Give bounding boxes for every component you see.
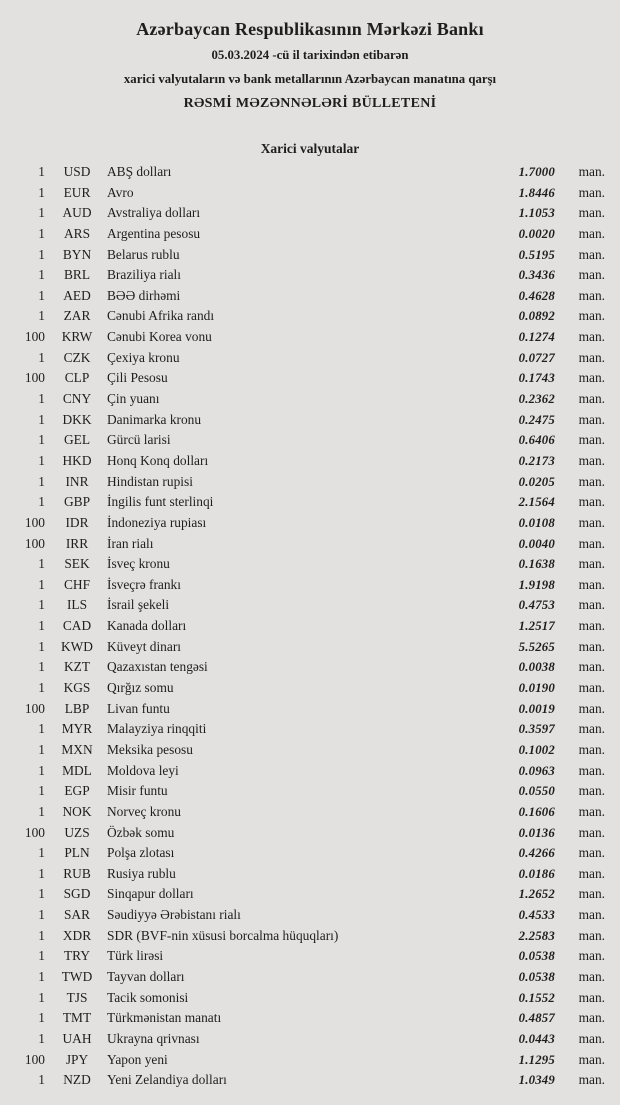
row-unit: man. bbox=[578, 576, 605, 592]
table-row bbox=[0, 203, 605, 224]
row-currency-name: Qazaxıstan tengəsi bbox=[107, 659, 208, 675]
row-unit: man. bbox=[578, 618, 605, 634]
row-currency-code: MDL bbox=[62, 762, 92, 778]
row-unit: man. bbox=[578, 473, 605, 489]
row-currency-code: NZD bbox=[63, 1072, 91, 1088]
row-rate: 0.0108 bbox=[518, 515, 555, 530]
table-row bbox=[0, 1008, 605, 1029]
row-currency-code: KRW bbox=[61, 329, 93, 345]
row-unit: man. bbox=[578, 700, 605, 716]
row-quantity: 1 bbox=[38, 638, 45, 654]
row-quantity: 1 bbox=[38, 803, 45, 819]
row-unit: man. bbox=[578, 762, 605, 778]
row-currency-name: Yeni Zelandiya dolları bbox=[107, 1072, 227, 1088]
row-currency-code: DKK bbox=[62, 411, 92, 427]
row-currency-name: Yapon yeni bbox=[107, 1051, 168, 1067]
row-unit: man. bbox=[578, 721, 605, 737]
row-quantity: 1 bbox=[38, 1010, 45, 1026]
row-currency-name: Hindistan rupisi bbox=[107, 473, 193, 489]
row-rate: 1.2517 bbox=[518, 619, 555, 634]
section-title-foreign-currencies: Xarici valyutalar bbox=[260, 141, 360, 156]
row-rate: 1.7000 bbox=[518, 165, 555, 179]
row-currency-code: RUB bbox=[63, 865, 91, 881]
row-currency-name: Moldova leyi bbox=[107, 762, 179, 778]
row-currency-code: BYN bbox=[62, 246, 92, 262]
table-row bbox=[0, 306, 605, 327]
row-currency-name: Avro bbox=[107, 184, 134, 200]
row-currency-name: Misir funtu bbox=[107, 783, 168, 799]
row-currency-code: UAH bbox=[62, 1030, 92, 1046]
row-quantity: 1 bbox=[38, 845, 45, 861]
row-currency-code: LBP bbox=[64, 700, 90, 716]
row-currency-name: İsveç kronu bbox=[107, 556, 170, 572]
row-rate: 0.1274 bbox=[518, 330, 555, 345]
table-row bbox=[0, 183, 605, 204]
row-quantity: 1 bbox=[38, 741, 45, 757]
table-row bbox=[0, 699, 605, 720]
row-currency-code: AED bbox=[63, 287, 91, 303]
row-currency-name: Küveyt dinarı bbox=[107, 638, 182, 654]
row-unit: man. bbox=[578, 824, 605, 840]
row-currency-name: Danimarka kronu bbox=[107, 411, 202, 427]
table-row bbox=[0, 616, 605, 637]
row-quantity: 1 bbox=[38, 762, 45, 778]
row-quantity: 1 bbox=[38, 597, 45, 613]
row-currency-code: EUR bbox=[63, 184, 91, 200]
row-currency-code: KZT bbox=[63, 659, 91, 675]
row-currency-code: GBP bbox=[63, 494, 91, 510]
table-row bbox=[0, 162, 605, 183]
row-rate: 0.4857 bbox=[518, 1011, 555, 1026]
row-unit: man. bbox=[578, 494, 605, 510]
row-currency-code: AUD bbox=[62, 205, 92, 221]
table-row bbox=[0, 430, 605, 451]
row-currency-name: İndoneziya rupiası bbox=[107, 514, 207, 530]
row-quantity: 1 bbox=[38, 267, 45, 283]
table-row bbox=[0, 492, 605, 513]
table-row bbox=[0, 1029, 605, 1050]
row-quantity: 1 bbox=[38, 948, 45, 964]
row-currency-name: Çili Pesosu bbox=[107, 370, 168, 386]
row-currency-code: SGD bbox=[63, 886, 91, 902]
row-currency-name: BƏƏ dirhəmi bbox=[107, 287, 181, 303]
row-unit: man. bbox=[578, 287, 605, 303]
row-quantity: 1 bbox=[38, 576, 45, 592]
row-rate: 0.2362 bbox=[518, 392, 555, 407]
table-row bbox=[0, 595, 605, 616]
row-quantity: 1 bbox=[38, 452, 45, 468]
table-row bbox=[0, 905, 605, 926]
row-currency-code: IDR bbox=[65, 514, 89, 530]
row-quantity: 100 bbox=[24, 1051, 45, 1067]
row-currency-name: Cənubi Korea vonu bbox=[107, 329, 212, 345]
row-quantity: 1 bbox=[38, 349, 45, 365]
table-row bbox=[0, 410, 605, 431]
row-currency-code: TWD bbox=[61, 968, 93, 984]
row-quantity: 1 bbox=[38, 907, 45, 923]
row-currency-code: PLN bbox=[64, 845, 90, 861]
row-rate: 0.0963 bbox=[518, 763, 555, 778]
row-currency-name: Qırğız somu bbox=[107, 680, 174, 696]
row-unit: man. bbox=[578, 968, 605, 984]
table-row bbox=[0, 575, 605, 596]
table-row bbox=[0, 368, 605, 389]
row-currency-name: ABŞ dolları bbox=[107, 164, 172, 179]
row-rate: 2.1564 bbox=[518, 495, 555, 510]
row-quantity: 1 bbox=[38, 659, 45, 675]
row-rate: 0.2475 bbox=[518, 412, 555, 427]
row-currency-name: Sinqapur dolları bbox=[107, 886, 194, 902]
row-rate: 0.4533 bbox=[518, 908, 555, 923]
table-row bbox=[0, 967, 605, 988]
row-rate: 0.0190 bbox=[518, 681, 555, 696]
row-unit: man. bbox=[578, 411, 605, 427]
row-rate: 0.0538 bbox=[518, 949, 555, 964]
row-quantity: 100 bbox=[24, 700, 45, 716]
row-unit: man. bbox=[578, 370, 605, 386]
row-unit: man. bbox=[578, 205, 605, 221]
scope-line: xarici valyutaların və bank metallarının Azərbaycan manatına qarşı bbox=[123, 72, 497, 86]
row-quantity: 1 bbox=[38, 721, 45, 737]
row-currency-code: MXN bbox=[61, 741, 93, 757]
row-currency-code: NOK bbox=[62, 803, 92, 819]
table-row bbox=[0, 781, 605, 802]
row-quantity: 1 bbox=[38, 989, 45, 1005]
bulletin-title: RƏSMİ MƏZƏNNƏLƏRİ BÜLLETENİ bbox=[183, 96, 437, 111]
row-currency-code: ZAR bbox=[63, 308, 91, 324]
row-unit: man. bbox=[578, 1072, 605, 1088]
row-quantity: 1 bbox=[38, 494, 45, 510]
row-unit: man. bbox=[578, 308, 605, 324]
row-currency-name: Meksika pesosu bbox=[107, 741, 193, 757]
row-quantity: 1 bbox=[38, 783, 45, 799]
row-unit: man. bbox=[578, 329, 605, 345]
row-quantity: 1 bbox=[38, 287, 45, 303]
table-row bbox=[0, 389, 605, 410]
row-currency-code: CLP bbox=[64, 370, 90, 386]
table-row bbox=[0, 988, 605, 1009]
row-currency-name: Tacik somonisi bbox=[107, 989, 189, 1005]
row-quantity: 1 bbox=[38, 246, 45, 262]
row-quantity: 1 bbox=[38, 225, 45, 241]
row-rate: 0.0727 bbox=[518, 350, 555, 365]
row-quantity: 1 bbox=[38, 473, 45, 489]
row-rate: 0.6406 bbox=[518, 433, 555, 448]
row-currency-name: İsveçrə frankı bbox=[107, 576, 181, 592]
row-rate: 0.1743 bbox=[518, 371, 555, 386]
row-rate: 0.0892 bbox=[518, 309, 555, 324]
row-currency-name: Özbək somu bbox=[107, 824, 175, 840]
row-currency-name: Braziliya rialı bbox=[107, 267, 181, 283]
row-currency-code: EGP bbox=[64, 783, 90, 799]
row-quantity: 1 bbox=[38, 556, 45, 572]
row-currency-name: Çexiya kronu bbox=[107, 349, 180, 365]
row-currency-code: CNY bbox=[62, 391, 92, 407]
row-currency-name: Rusiya rublu bbox=[107, 865, 176, 881]
table-row bbox=[0, 926, 605, 947]
row-quantity: 1 bbox=[38, 865, 45, 881]
row-unit: man. bbox=[578, 886, 605, 902]
row-currency-name: Belarus rublu bbox=[107, 246, 180, 262]
table-row bbox=[0, 245, 605, 266]
row-unit: man. bbox=[578, 391, 605, 407]
row-rate: 0.1606 bbox=[518, 804, 555, 819]
row-currency-code: JPY bbox=[65, 1051, 89, 1067]
row-quantity: 1 bbox=[38, 1072, 45, 1088]
table-row bbox=[0, 946, 605, 967]
table-row bbox=[0, 1050, 605, 1071]
row-rate: 0.1638 bbox=[518, 557, 555, 572]
row-currency-name: Livan funtu bbox=[107, 700, 170, 716]
table-row bbox=[0, 740, 605, 761]
row-currency-name: Ukrayna qrivnası bbox=[107, 1030, 200, 1046]
row-currency-name: Honq Konq dolları bbox=[107, 452, 209, 468]
row-rate: 0.0020 bbox=[518, 226, 555, 241]
row-rate: 0.0038 bbox=[518, 660, 555, 675]
table-row bbox=[0, 884, 605, 905]
row-unit: man. bbox=[578, 927, 605, 943]
row-rate: 1.2652 bbox=[518, 887, 555, 902]
table-row bbox=[0, 802, 605, 823]
row-rate: 0.5195 bbox=[518, 247, 555, 262]
row-rate: 0.3597 bbox=[518, 722, 555, 737]
table-row bbox=[0, 327, 605, 348]
row-rate: 1.0349 bbox=[518, 1073, 555, 1088]
row-currency-name: Argentina pesosu bbox=[107, 225, 201, 241]
row-rate: 0.0538 bbox=[518, 969, 555, 984]
exchange-rates-table bbox=[0, 162, 620, 1091]
row-rate: 0.0550 bbox=[518, 784, 555, 799]
row-unit: man. bbox=[578, 865, 605, 881]
row-quantity: 1 bbox=[38, 886, 45, 902]
row-unit: man. bbox=[578, 556, 605, 572]
row-rate: 1.8446 bbox=[518, 185, 555, 200]
row-rate: 0.4628 bbox=[518, 288, 555, 303]
row-quantity: 100 bbox=[24, 824, 45, 840]
row-currency-code: UZS bbox=[64, 824, 90, 840]
row-rate: 0.1002 bbox=[518, 742, 555, 757]
table-row bbox=[0, 843, 605, 864]
row-unit: man. bbox=[578, 246, 605, 262]
row-quantity: 1 bbox=[38, 391, 45, 407]
row-currency-code: ARS bbox=[63, 225, 91, 241]
row-currency-name: Cənubi Afrika randı bbox=[107, 308, 215, 324]
row-quantity: 1 bbox=[38, 184, 45, 200]
row-rate: 0.4753 bbox=[518, 598, 555, 613]
row-currency-code: ILS bbox=[66, 597, 88, 613]
row-currency-name: SDR (BVF-nin xüsusi borcalma hüquqları) bbox=[107, 927, 339, 943]
table-row bbox=[0, 513, 605, 534]
row-unit: man. bbox=[578, 184, 605, 200]
row-unit: man. bbox=[578, 452, 605, 468]
row-rate: 5.5265 bbox=[518, 639, 555, 654]
row-rate: 0.0205 bbox=[518, 474, 555, 489]
row-currency-code: XDR bbox=[62, 927, 92, 943]
row-quantity: 1 bbox=[38, 164, 45, 179]
effective-date-line: 05.03.2024 -cü il tarixindən etibarən bbox=[211, 48, 409, 62]
row-quantity: 1 bbox=[38, 308, 45, 324]
row-currency-code: TMT bbox=[62, 1010, 92, 1026]
row-unit: man. bbox=[578, 680, 605, 696]
row-unit: man. bbox=[578, 225, 605, 241]
row-currency-code: KGS bbox=[63, 680, 91, 696]
row-rate: 0.0136 bbox=[518, 825, 555, 840]
row-currency-code: HKD bbox=[62, 452, 92, 468]
row-quantity: 1 bbox=[38, 927, 45, 943]
table-row bbox=[0, 348, 605, 369]
row-currency-name: Polşa zlotası bbox=[107, 845, 175, 861]
row-currency-name: Tayvan dolları bbox=[107, 968, 185, 984]
row-quantity: 1 bbox=[38, 680, 45, 696]
row-currency-code: IRR bbox=[65, 535, 89, 551]
row-currency-name: İngilis funt sterlinqi bbox=[107, 494, 214, 510]
row-currency-code: CZK bbox=[63, 349, 91, 365]
row-currency-code: SAR bbox=[63, 907, 91, 923]
row-rate: 0.4266 bbox=[518, 846, 555, 861]
row-currency-code: INR bbox=[65, 473, 89, 489]
row-unit: man. bbox=[578, 164, 605, 179]
row-rate: 0.0443 bbox=[518, 1031, 555, 1046]
row-currency-name: Malayziya rinqqiti bbox=[107, 721, 207, 737]
row-rate: 0.0040 bbox=[518, 536, 555, 551]
row-unit: man. bbox=[578, 514, 605, 530]
row-quantity: 100 bbox=[24, 329, 45, 345]
bank-name-title: Azərbaycan Respublikasının Mərkəzi Bankı bbox=[136, 19, 484, 39]
row-quantity: 100 bbox=[24, 370, 45, 386]
table-row bbox=[0, 554, 605, 575]
row-rate: 0.0019 bbox=[518, 701, 555, 716]
row-unit: man. bbox=[578, 803, 605, 819]
row-currency-code: CHF bbox=[63, 576, 91, 592]
row-quantity: 1 bbox=[38, 968, 45, 984]
row-unit: man. bbox=[578, 349, 605, 365]
row-currency-name: İsrail şekeli bbox=[107, 597, 170, 613]
document-header bbox=[0, 19, 620, 112]
row-unit: man. bbox=[578, 638, 605, 654]
row-quantity: 1 bbox=[38, 618, 45, 634]
row-unit: man. bbox=[578, 845, 605, 861]
row-unit: man. bbox=[578, 948, 605, 964]
row-unit: man. bbox=[578, 1030, 605, 1046]
table-row bbox=[0, 224, 605, 245]
table-row bbox=[0, 472, 605, 493]
row-currency-name: Çin yuanı bbox=[107, 391, 160, 407]
row-currency-code: TJS bbox=[66, 989, 88, 1005]
row-quantity: 100 bbox=[24, 535, 45, 551]
row-unit: man. bbox=[578, 783, 605, 799]
row-quantity: 1 bbox=[38, 411, 45, 427]
table-row bbox=[0, 719, 605, 740]
row-unit: man. bbox=[578, 597, 605, 613]
row-quantity: 1 bbox=[38, 1030, 45, 1046]
row-rate: 0.1552 bbox=[518, 990, 555, 1005]
row-currency-code: GEL bbox=[63, 432, 91, 448]
row-rate: 1.1053 bbox=[518, 206, 555, 221]
row-rate: 1.9198 bbox=[518, 577, 555, 592]
row-currency-code: BRL bbox=[63, 267, 91, 283]
table-row bbox=[0, 678, 605, 699]
row-unit: man. bbox=[578, 267, 605, 283]
row-quantity: 1 bbox=[38, 205, 45, 221]
table-row bbox=[0, 534, 605, 555]
table-row bbox=[0, 265, 605, 286]
row-unit: man. bbox=[578, 1010, 605, 1026]
row-unit: man. bbox=[578, 907, 605, 923]
table-row bbox=[0, 451, 605, 472]
table-row bbox=[0, 761, 605, 782]
table-row bbox=[0, 637, 605, 658]
row-quantity: 1 bbox=[38, 432, 45, 448]
row-rate: 0.0186 bbox=[518, 866, 555, 881]
row-rate: 0.3436 bbox=[518, 268, 555, 283]
row-unit: man. bbox=[578, 741, 605, 757]
row-rate: 0.2173 bbox=[518, 453, 555, 468]
row-rate: 2.2583 bbox=[518, 928, 555, 943]
row-unit: man. bbox=[578, 659, 605, 675]
row-currency-code: KWD bbox=[61, 638, 93, 654]
row-rate: 1.1295 bbox=[518, 1052, 555, 1067]
table-row bbox=[0, 286, 605, 307]
row-currency-name: Türkmənistan manatı bbox=[107, 1010, 222, 1026]
row-unit: man. bbox=[578, 535, 605, 551]
row-unit: man. bbox=[578, 1051, 605, 1067]
row-unit: man. bbox=[578, 989, 605, 1005]
row-currency-name: Avstraliya dolları bbox=[107, 205, 201, 221]
row-currency-code: MYR bbox=[61, 721, 93, 737]
row-currency-name: İran rialı bbox=[107, 535, 154, 551]
table-row bbox=[0, 657, 605, 678]
table-row bbox=[0, 823, 605, 844]
row-currency-name: Norveç kronu bbox=[107, 803, 181, 819]
table-row bbox=[0, 864, 605, 885]
row-currency-name: Kanada dolları bbox=[107, 618, 187, 634]
row-currency-name: Səudiyyə Ərəbistanı rialı bbox=[107, 907, 241, 923]
row-currency-name: Gürcü larisi bbox=[107, 432, 171, 448]
row-currency-name: Türk lirəsi bbox=[107, 948, 164, 964]
row-currency-code: USD bbox=[63, 164, 91, 179]
row-quantity: 100 bbox=[24, 514, 45, 530]
row-currency-code: SEK bbox=[64, 556, 90, 572]
row-currency-code: TRY bbox=[63, 948, 91, 964]
row-unit: man. bbox=[578, 432, 605, 448]
table-row bbox=[0, 1070, 605, 1091]
row-currency-code: CAD bbox=[62, 618, 92, 634]
